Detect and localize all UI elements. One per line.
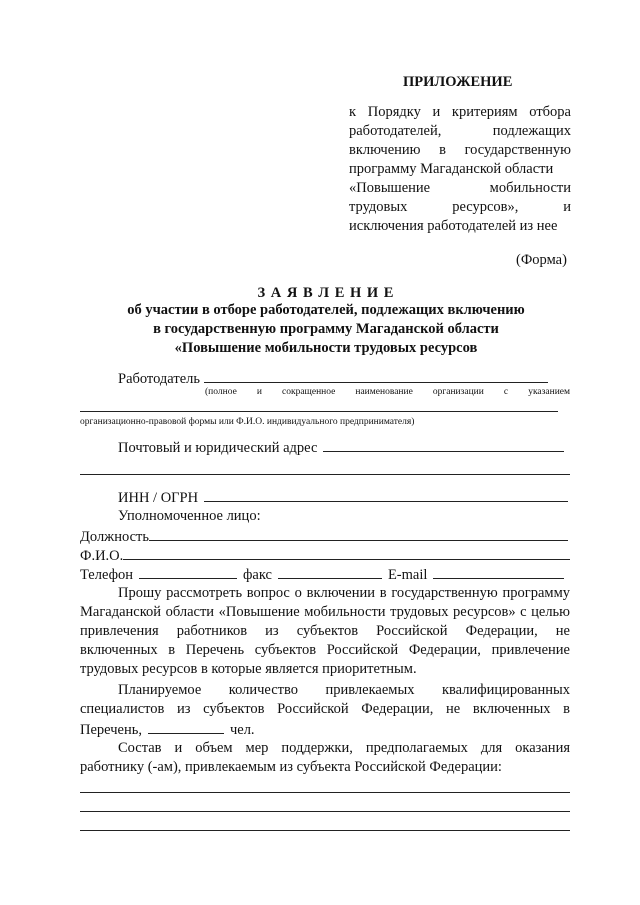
request-line: привлечения работников из субъектов Российской Федерации, не	[80, 623, 570, 639]
form-label: (Форма)	[516, 252, 567, 268]
planned-paragraph	[80, 681, 570, 740]
planned-count-input[interactable]	[148, 719, 224, 734]
contacts-row	[80, 564, 564, 585]
subtitle-line: в государственную программу Магаданской области	[153, 321, 499, 337]
appendix-line: к Порядку и критериям отбора	[349, 104, 571, 120]
inn-input[interactable]	[204, 487, 568, 502]
planned-tail	[80, 719, 570, 740]
planned-suffix: чел.	[229, 722, 255, 738]
authorized-label: Уполномоченное лицо:	[118, 508, 261, 524]
fio-row	[80, 545, 570, 566]
request-paragraph	[80, 584, 570, 679]
fax-input[interactable]	[278, 564, 382, 579]
appendix-title: ПРИЛОЖЕНИЕ	[403, 74, 513, 90]
address-input[interactable]	[323, 437, 564, 452]
address-input-line-2[interactable]	[80, 474, 570, 475]
subtitle-line: об участии в отборе работодателей, подлежащих включению	[127, 302, 525, 318]
appendix-line: «Повышение мобильности	[349, 180, 571, 196]
employer-hint-1: (полное и сокращенное наименование организации с указанием	[205, 387, 570, 397]
position-input[interactable]	[149, 526, 568, 541]
appendix-line: работодателей, подлежащих	[349, 123, 571, 139]
planned-prefix: Перечень,	[80, 722, 142, 738]
inn-row	[118, 487, 568, 508]
support-line: работнику (-ам), привлекаемым из субъекта Российской Федерации:	[80, 759, 502, 775]
phone-label: Телефон	[80, 567, 133, 583]
employer-hint-2: организационно-правовой формы или Ф.И.О. индивидуального предпринимателя)	[80, 417, 415, 427]
fio-input[interactable]	[123, 545, 570, 560]
support-input-line-3[interactable]	[80, 830, 570, 831]
inn-label: ИНН / ОГРН	[118, 490, 199, 506]
planned-line: Планируемое количество привлекаемых квалифицированных	[118, 682, 570, 698]
employer-input-line-2[interactable]	[80, 411, 558, 412]
appendix-line: исключения работодателей из нее	[349, 218, 558, 234]
appendix-line: программу Магаданской области	[349, 161, 554, 177]
fio-label: Ф.И.О.	[80, 548, 124, 564]
statement-subtitle	[80, 301, 572, 358]
employer-input[interactable]	[204, 368, 548, 383]
planned-line: специалистов из субъектов Российской Федерации, не включенных в	[80, 701, 570, 717]
address-row	[118, 437, 564, 458]
support-input-line-2[interactable]	[80, 811, 570, 812]
support-input-line-1[interactable]	[80, 792, 570, 793]
subtitle-line: «Повышение мобильности трудовых ресурсов	[174, 340, 478, 356]
appendix-line: включению в государственную	[349, 142, 571, 158]
statement-title: З А Я В Л Е Н И Е	[257, 285, 395, 301]
position-label: Должность	[80, 529, 149, 545]
employer-label: Работодатель	[118, 371, 200, 387]
appendix-line: трудовых ресурсов», и	[349, 199, 571, 215]
request-line: включенных в Перечень субъектов Российской Федерации, привлечение	[80, 642, 570, 658]
email-label: E-mail	[387, 567, 428, 583]
support-line: Состав и объем мер поддержки, предполагаемых для оказания	[118, 740, 570, 756]
request-line: трудовых ресурсов в которые является приоритетным.	[80, 661, 417, 677]
request-line: Магаданской области «Повышение мобильности трудовых ресурсов» с целью	[80, 604, 570, 620]
email-input[interactable]	[433, 564, 564, 579]
support-paragraph	[80, 739, 570, 777]
appendix-text	[349, 103, 571, 236]
request-line: Прошу рассмотреть вопрос о включении в государственную программу	[118, 585, 570, 601]
fax-label: факс	[243, 567, 272, 583]
address-label: Почтовый и юридический адрес	[118, 440, 318, 456]
phone-input[interactable]	[139, 564, 237, 579]
position-row	[80, 526, 568, 547]
